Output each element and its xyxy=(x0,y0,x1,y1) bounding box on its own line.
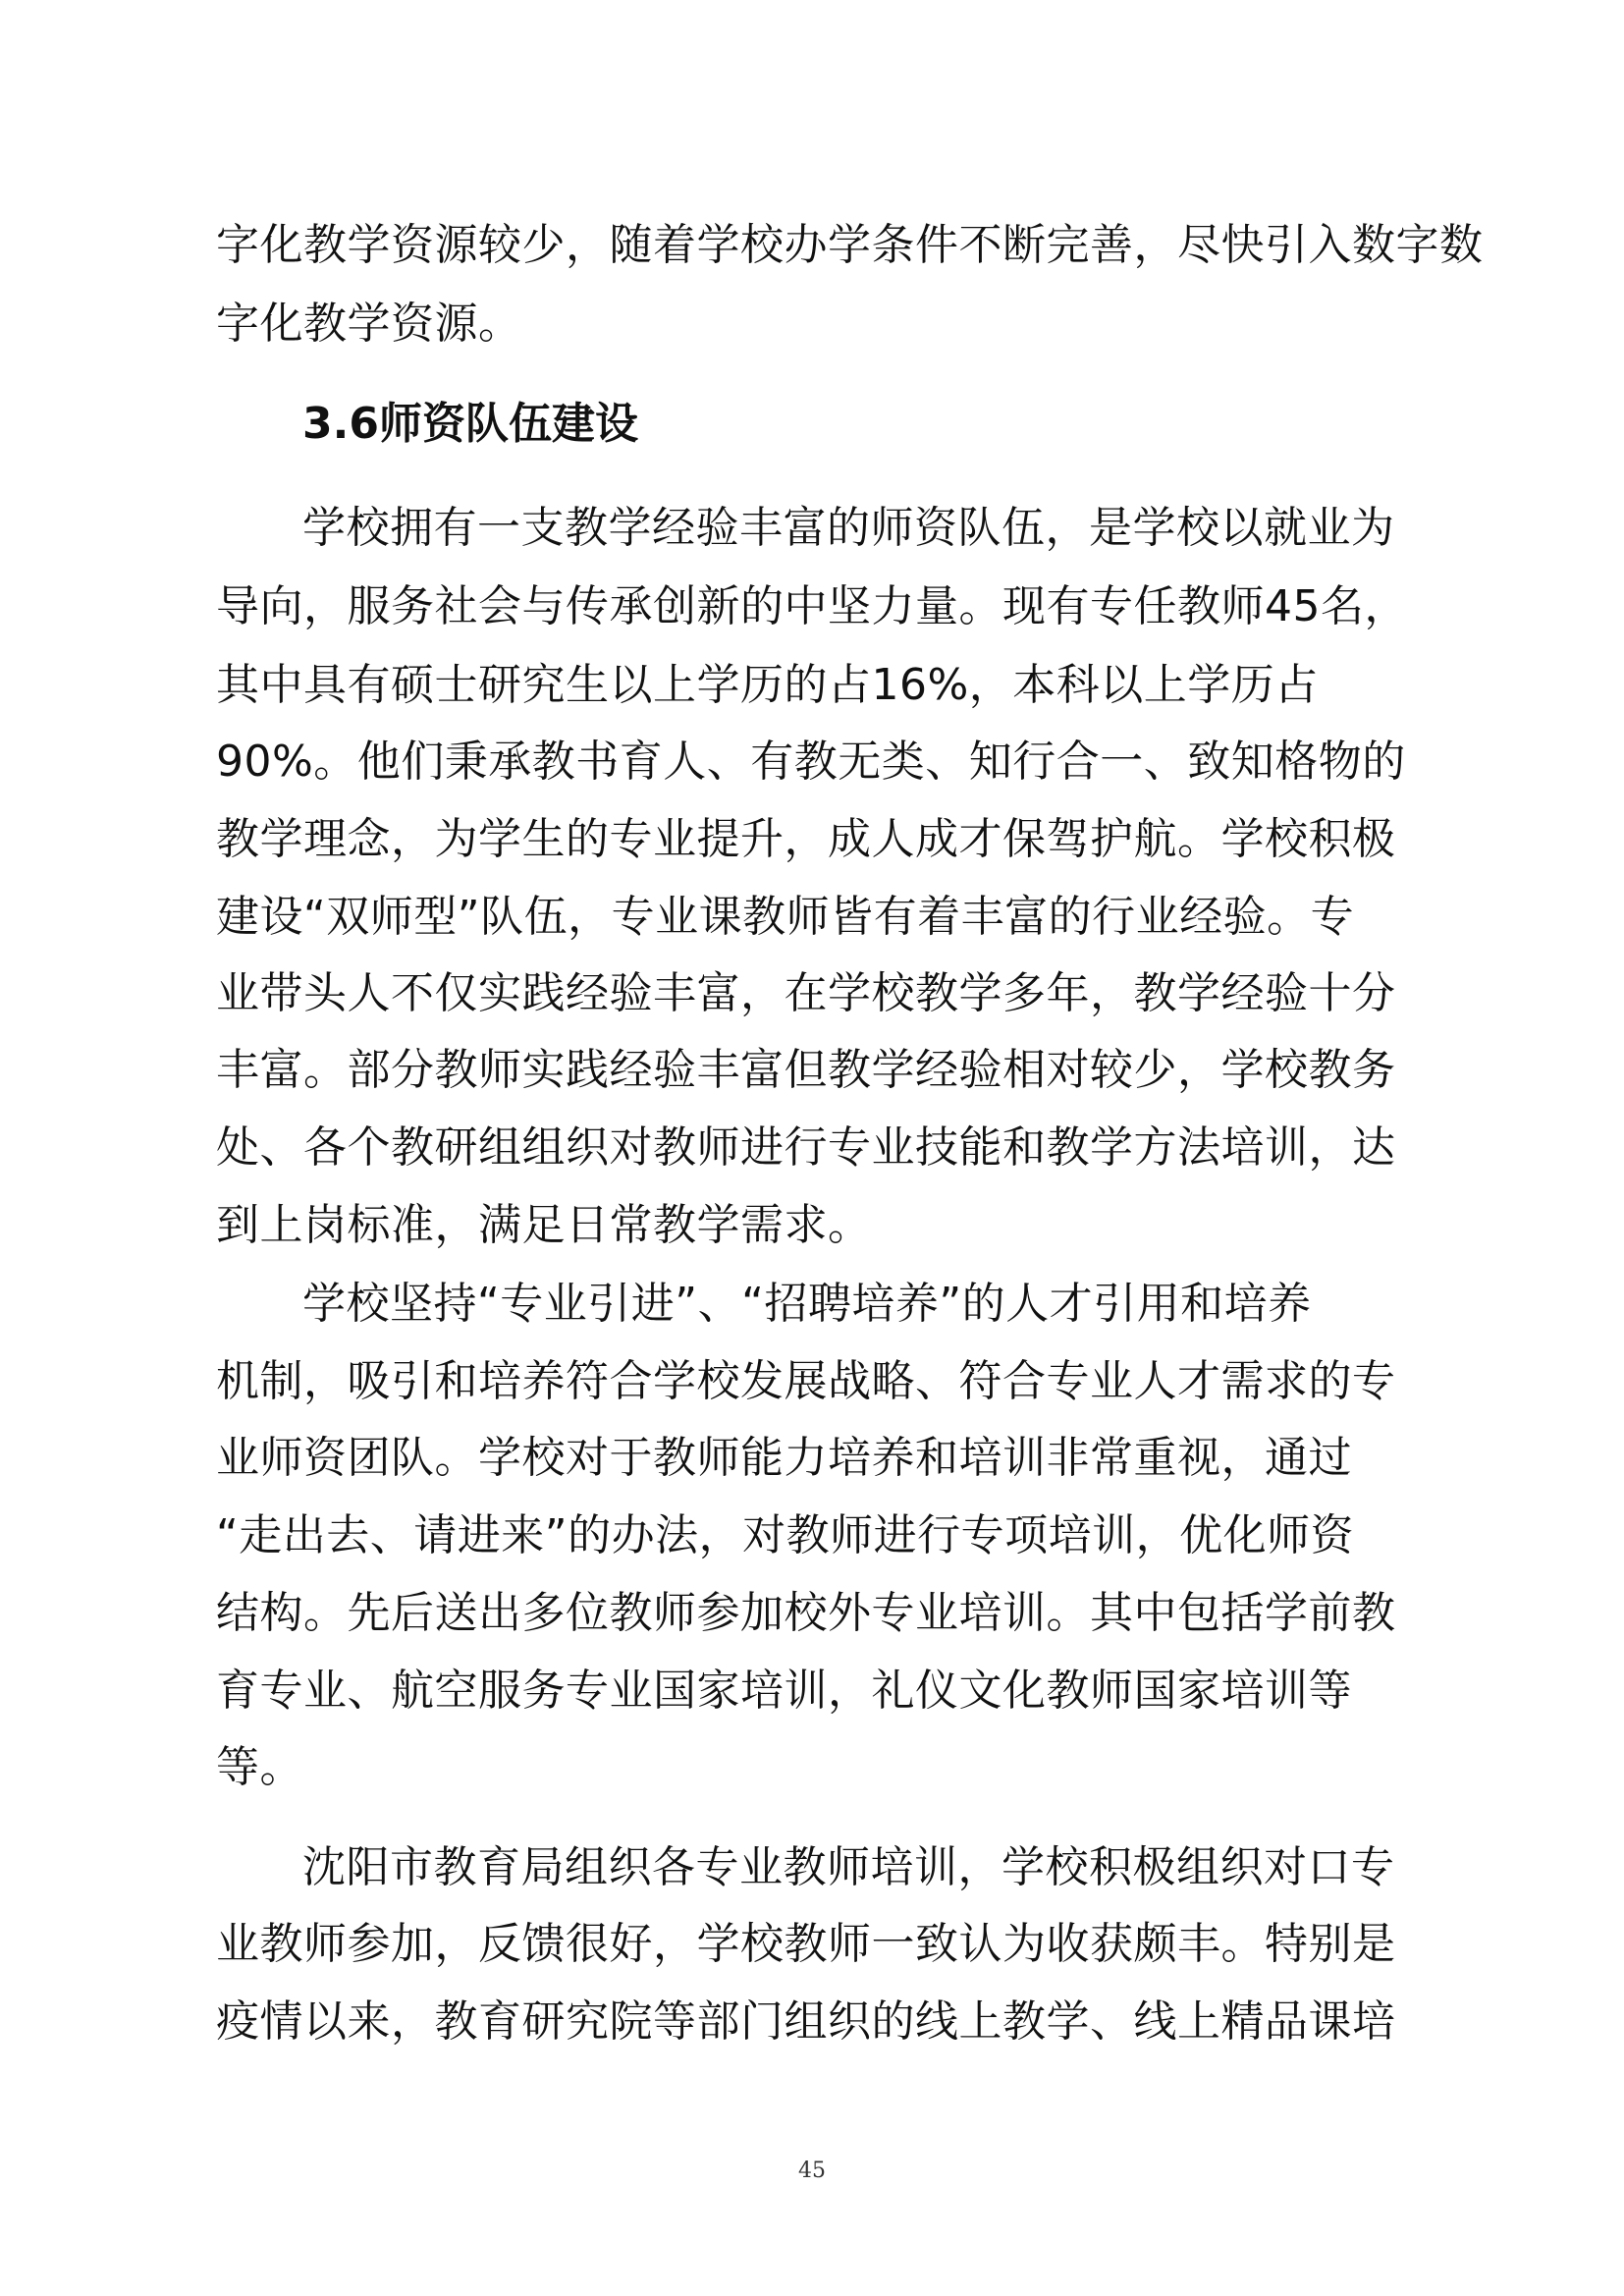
text-line: 导向，服务社会与传承创新的中坚力量。现有专任教师45名， xyxy=(216,581,1408,631)
text-line: 业师资团队。学校对于教师能力培养和培训非常重视，通过 xyxy=(216,1433,1352,1483)
text-line: 疫情以来，教育研究院等部门组织的线上教学、线上精品课培 xyxy=(216,1996,1396,2047)
text-line: 学校拥有一支教学经验丰富的师资队伍，是学校以就业为 xyxy=(302,503,1395,553)
text-line: 沈阳市教育局组织各专业教师培训，学校积极组织对口专 xyxy=(302,1842,1395,1892)
text-line: 处、各个教研组组织对教师进行专业技能和教学方法培训，达 xyxy=(216,1122,1396,1173)
text-line: 育专业、航空服务专业国家培训，礼仪文化教师国家培训等 xyxy=(216,1666,1352,1716)
text-line: 字化教学资源较少，随着学校办学条件不断完善，尽快引入数字数 xyxy=(216,220,1484,270)
page-number: 45 xyxy=(798,2159,826,2183)
text-line: 教学理念，为学生的专业提升，成人成才保驾护航。学校积极 xyxy=(216,814,1396,864)
text-line: 建设“双师型”队伍，专业课教师皆有着丰富的行业经验。专 xyxy=(216,892,1355,942)
text-line: 结构。先后送出多位教师参加校外专业培训。其中包括学前教 xyxy=(216,1588,1396,1638)
text-line: 丰富。部分教师实践经验丰富但教学经验相对较少，学校教务 xyxy=(216,1045,1396,1095)
text-line: 90%。他们秉承教书育人、有教无类、知行合一、致知格物的 xyxy=(216,737,1406,787)
text-line: 等。 xyxy=(216,1742,303,1792)
section-heading: 3.6师资队伍建设 xyxy=(302,399,638,449)
text-line: 到上岗标准，满足日常教学需求。 xyxy=(216,1200,872,1250)
text-line: 机制，吸引和培养符合学校发展战略、符合专业人才需求的专 xyxy=(216,1356,1396,1406)
text-line: 学校坚持“专业引进”、“招聘培养”的人才引用和培养 xyxy=(302,1279,1312,1329)
text-line: “走出去、请进来”的办法，对教师进行专项培训，优化师资 xyxy=(216,1510,1355,1560)
text-line: 字化教学资源。 xyxy=(216,299,522,349)
text-line: 业带头人不仅实践经验丰富，在学校教学多年，教学经验十分 xyxy=(216,968,1396,1018)
text-line: 其中具有硕士研究生以上学历的占16%，本科以上学历占 xyxy=(216,660,1319,710)
text-line: 业教师参加，反馈很好，学校教师一致认为收获颇丰。特别是 xyxy=(216,1919,1396,1969)
